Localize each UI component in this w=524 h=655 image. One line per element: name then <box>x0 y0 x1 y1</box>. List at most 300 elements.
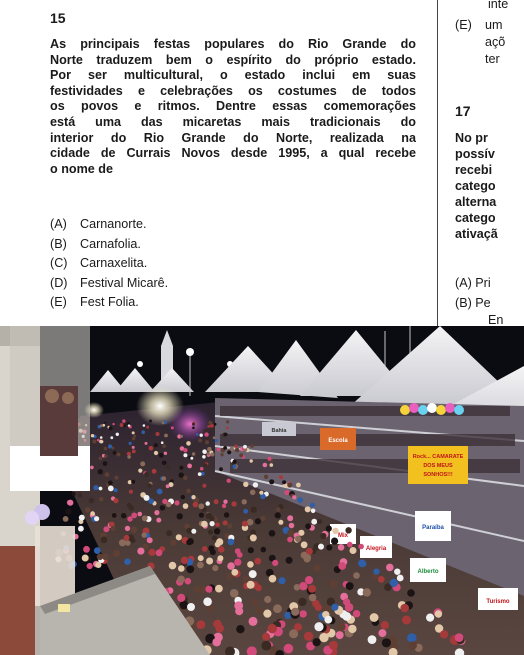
crowd-person <box>353 610 360 617</box>
crowd-person <box>154 451 158 455</box>
crowd-person <box>197 562 204 569</box>
crowd-person <box>132 437 135 440</box>
crowd-person <box>329 580 337 588</box>
crowd-person <box>342 612 351 621</box>
answer-option-d[interactable] <box>50 274 168 294</box>
crowd-person <box>242 499 247 504</box>
crowd-person <box>249 570 257 578</box>
crowd-person <box>213 436 216 439</box>
crowd-person <box>186 441 191 446</box>
crowd-person <box>156 432 160 436</box>
sign-text: Escola <box>328 438 348 444</box>
option-letter: (E) <box>455 18 472 32</box>
crowd-person <box>197 620 206 629</box>
crowd-person <box>131 527 138 534</box>
crowd-person <box>166 484 170 488</box>
crowd-person <box>278 577 285 584</box>
crowd-person <box>156 549 163 556</box>
crowd-person <box>119 539 126 546</box>
crowd-person <box>92 440 96 444</box>
crowd-person <box>235 607 243 615</box>
crowd-person <box>228 539 235 546</box>
crowd-person <box>217 555 223 561</box>
crowd-person <box>390 579 398 587</box>
crowd-person <box>101 537 108 544</box>
crowd-person <box>239 453 243 457</box>
crowd-person <box>203 597 212 606</box>
crowd-person <box>253 482 258 487</box>
photo-illustration <box>0 326 524 655</box>
crowd-person <box>198 472 202 476</box>
crowd-person <box>268 624 277 633</box>
crowd-person <box>227 562 235 570</box>
crowd-person <box>400 604 409 613</box>
crowd-person <box>187 464 192 469</box>
crowd-person <box>99 497 104 502</box>
crowd-person <box>350 547 357 554</box>
crowd-person <box>164 452 167 455</box>
crowd-person <box>242 576 249 583</box>
crowd-person <box>256 607 263 614</box>
crowd-person <box>311 509 316 514</box>
crowd-person <box>132 446 135 449</box>
crowd-person <box>142 532 147 537</box>
crowd-person <box>94 516 99 521</box>
lamp <box>137 361 143 367</box>
crowd-person <box>186 565 194 573</box>
crowd-person <box>179 466 183 470</box>
crowd-person <box>319 633 328 642</box>
crowd-person <box>318 544 324 550</box>
crowd-person <box>205 440 209 444</box>
crowd-person <box>112 423 114 425</box>
crowd-person <box>299 582 307 590</box>
crowd-person <box>201 521 208 528</box>
crowd-person <box>230 589 239 598</box>
crowd-person <box>181 495 185 499</box>
crowd-person <box>113 451 117 455</box>
crowd-person <box>220 453 223 456</box>
crowd-person <box>289 523 295 529</box>
crowd-person <box>113 498 118 503</box>
sign-text: Alberto <box>417 569 439 575</box>
crowd-person <box>144 472 149 477</box>
crowd-person <box>242 521 248 527</box>
crowd-person <box>87 563 93 569</box>
crowd-person <box>183 453 187 457</box>
crowd-person <box>263 610 271 618</box>
crowd-person <box>284 644 294 654</box>
crowd-person <box>382 638 391 647</box>
crowd-person <box>160 505 165 510</box>
crowd-person <box>311 519 317 525</box>
question-number: 17 <box>455 103 471 119</box>
crowd-person <box>162 499 167 504</box>
crowd-person <box>331 604 338 611</box>
crowd-person <box>100 445 103 448</box>
crowd-person <box>190 457 193 460</box>
crowd-person <box>183 448 187 452</box>
crowd-person <box>85 507 90 512</box>
crowd-person <box>297 497 303 503</box>
crowd-person <box>287 515 293 521</box>
answer-option-a[interactable] <box>50 215 168 235</box>
crowd-person <box>295 536 301 542</box>
crowd-person <box>262 633 270 641</box>
crowd-person <box>141 430 145 434</box>
crowd-person <box>102 554 109 561</box>
crowd-person <box>226 427 229 430</box>
crowd-person <box>313 564 320 571</box>
crowd-person <box>198 555 204 561</box>
stem-line: Por ser multicultural, o estado inclui em suas <box>50 68 416 83</box>
crowd-person <box>124 558 131 565</box>
crowd-person <box>208 421 212 425</box>
crowd-person <box>324 616 332 624</box>
crowd-person <box>104 422 106 424</box>
stem-fragment: catego <box>455 211 496 225</box>
crowd-person <box>147 537 153 543</box>
crowd-person <box>99 440 103 444</box>
crowd-person <box>90 466 94 470</box>
festival-crowd-photo <box>0 326 524 655</box>
crowd-person <box>202 546 208 552</box>
crowd-person <box>235 448 240 453</box>
crowd-person <box>198 438 202 442</box>
crowd-person <box>216 538 223 545</box>
crowd-person <box>219 467 223 471</box>
crowd-person <box>231 569 238 576</box>
crowd-person <box>162 461 167 466</box>
crowd-person <box>178 565 185 572</box>
crowd-person <box>243 482 248 487</box>
crowd-person <box>227 479 231 483</box>
crowd-person <box>224 512 229 517</box>
text-fragment: um <box>485 18 503 32</box>
crowd-person <box>130 538 135 543</box>
right-column-fragment <box>455 0 524 326</box>
crowd-person <box>79 515 85 521</box>
crowd-person <box>337 623 346 632</box>
crowd-person <box>236 625 244 633</box>
crowd-person <box>268 457 272 461</box>
answer-option-b[interactable] <box>50 235 168 255</box>
crowd-person <box>269 575 277 583</box>
crowd-person <box>169 562 177 570</box>
crowd-person <box>65 508 71 514</box>
answer-option-fragment[interactable]: (B) Pe <box>455 296 491 310</box>
crowd-person <box>305 523 311 529</box>
question-number: 15 <box>50 10 66 26</box>
option-text: Carnafolia. <box>80 236 141 251</box>
sign-text: Bahia <box>271 428 287 434</box>
stem-fragment: No pr <box>455 131 488 145</box>
crowd-person <box>149 420 152 423</box>
sign-text: Mix <box>337 533 349 539</box>
crowd-person <box>378 629 386 637</box>
crowd-person <box>162 422 165 425</box>
crowd-person <box>178 576 185 583</box>
crowd-person <box>82 555 89 562</box>
crowd-person <box>67 500 73 506</box>
crowd-person <box>200 434 203 437</box>
crowd-person <box>127 455 131 459</box>
crowd-person <box>237 552 243 558</box>
crowd-person <box>114 488 118 492</box>
crowd-person <box>282 480 286 484</box>
crowd-person <box>208 530 213 535</box>
crowd-person <box>381 621 389 629</box>
crowd-person <box>149 446 154 451</box>
crowd-person <box>132 450 136 454</box>
crowd-person <box>196 433 199 436</box>
crowd-person <box>159 453 164 458</box>
crowd-person <box>200 467 204 471</box>
crowd-person <box>234 559 241 566</box>
crowd-person <box>249 617 258 626</box>
crowd-person <box>378 576 385 583</box>
crowd-person <box>111 526 116 531</box>
crowd-person <box>218 546 225 553</box>
crowd-person <box>243 509 248 514</box>
crowd-person <box>146 426 149 429</box>
crowd-person <box>162 476 167 481</box>
crowd-person <box>332 528 338 534</box>
crowd-person <box>109 426 113 430</box>
crowd-person <box>223 520 228 525</box>
crowd-person <box>338 544 345 551</box>
crowd-person <box>207 605 214 612</box>
crowd-person <box>353 572 360 579</box>
crowd-person <box>152 469 157 474</box>
crowd-person <box>142 515 148 521</box>
crowd-person <box>301 541 308 548</box>
stem-fragment: possív <box>455 147 495 161</box>
crowd-person <box>338 562 346 570</box>
crowd-person <box>264 596 271 603</box>
lamp <box>186 348 194 356</box>
crowd-person <box>177 513 183 519</box>
crowd-person <box>183 476 188 481</box>
crowd-person <box>166 530 172 536</box>
stem-line: Norte traduzem bem o espírito do próprio estado. <box>50 52 416 67</box>
crowd-person <box>121 513 126 518</box>
crowd-person <box>176 534 182 540</box>
crowd-person <box>208 545 214 551</box>
crowd-person <box>331 538 338 545</box>
crowd-person <box>296 483 301 488</box>
crowd-person <box>156 518 161 523</box>
crowd-person <box>326 545 332 551</box>
text-fragment: En <box>488 313 504 326</box>
crowd-person <box>206 513 212 519</box>
crowd-person <box>103 526 109 532</box>
option-text: Carnaxelita. <box>80 256 148 270</box>
crowd-person <box>114 551 120 557</box>
crowd-person <box>112 446 115 449</box>
crowd-person <box>336 631 344 639</box>
answer-option-e[interactable] <box>50 293 168 313</box>
option-letter: (B) <box>50 236 67 251</box>
crowd-person <box>455 633 464 642</box>
answer-option-fragment[interactable]: (A) Pri <box>455 276 491 290</box>
crowd-person <box>284 612 291 619</box>
crowd-person <box>131 480 135 484</box>
sign-text: Turismo <box>486 599 510 605</box>
crowd-person <box>202 449 207 454</box>
crowd-person <box>204 463 208 467</box>
crowd-person <box>263 463 268 468</box>
crowd-person <box>192 427 195 430</box>
crowd-person <box>116 433 119 436</box>
crowd-person <box>148 549 155 556</box>
crowd-person <box>214 528 220 534</box>
crowd-person <box>250 459 253 462</box>
crowd-person <box>72 492 76 496</box>
crowd-person <box>287 537 293 543</box>
crowd-person <box>99 487 103 491</box>
crowd-person <box>215 439 218 442</box>
crowd-person <box>193 502 199 508</box>
crowd-person <box>83 546 90 553</box>
crowd-person <box>291 608 299 616</box>
crowd-person <box>300 610 307 617</box>
crowd-person <box>231 501 236 506</box>
crowd-person <box>125 526 130 531</box>
crowd-person <box>128 424 130 426</box>
crowd-person <box>194 586 201 593</box>
crowd-person <box>104 454 107 457</box>
crowd-person <box>294 584 301 591</box>
crowd-person <box>207 425 210 428</box>
crowd-person <box>250 534 257 541</box>
crowd-person <box>227 523 232 528</box>
crowd-person <box>104 447 108 451</box>
crowd-person <box>306 548 313 555</box>
stem-fragment: alterna <box>455 195 497 209</box>
crowd-person <box>103 461 108 466</box>
crowd-person <box>140 461 145 466</box>
crowd-person <box>204 432 208 436</box>
crowd-person <box>250 490 256 496</box>
crowd-person <box>310 503 315 508</box>
crowd-person <box>223 500 227 504</box>
crowd-person <box>363 588 371 596</box>
crowd-person <box>243 445 247 449</box>
crowd-person <box>345 603 354 612</box>
stem-fragment: recebi <box>455 163 493 177</box>
crowd-person <box>105 472 110 477</box>
crowd-person <box>211 453 215 457</box>
crowd-person <box>373 569 379 575</box>
crowd-person <box>191 529 196 534</box>
column-divider <box>437 0 438 326</box>
answer-option-c[interactable] <box>50 254 168 274</box>
crowd-person <box>110 436 113 439</box>
crowd-person <box>260 516 265 521</box>
crowd-person <box>205 586 212 593</box>
crowd-person <box>315 604 322 611</box>
option-text: Fest Folia. <box>80 295 139 309</box>
crowd-person <box>154 510 159 515</box>
crowd-person <box>170 540 176 546</box>
crowd-person <box>370 613 379 622</box>
crowd-person <box>95 562 101 568</box>
crowd-person <box>117 453 121 457</box>
crowd-person <box>162 444 166 448</box>
crowd-person <box>273 604 282 613</box>
crowd-person <box>206 501 210 505</box>
sign-text: DOS MEUS <box>423 463 453 469</box>
crowd-person <box>207 452 210 455</box>
option-letter: (A) <box>50 217 67 231</box>
crowd-person <box>247 561 254 568</box>
crowd-person <box>223 446 227 450</box>
crowd-person <box>407 589 415 597</box>
crowd-person <box>347 542 353 548</box>
crowd-person <box>157 489 163 495</box>
crowd-person <box>259 491 263 495</box>
crowd-person <box>202 484 206 488</box>
stem-line: festividades e celebrações os costumes de todos <box>50 83 416 98</box>
crowd-person <box>180 435 183 438</box>
crowd-person <box>234 445 237 448</box>
crowd-person <box>278 520 283 525</box>
crowd-person <box>100 424 103 427</box>
crowd-person <box>210 521 215 526</box>
crowd-person <box>212 535 217 540</box>
crowd-person <box>329 641 338 650</box>
crowd-person <box>320 533 326 539</box>
crowd-person <box>226 420 229 423</box>
crowd-person <box>137 548 144 555</box>
crowd-person <box>154 443 158 447</box>
crowd-person <box>261 547 267 553</box>
stem-line: interior do Rio Grande do Norte, realizada na <box>50 130 416 145</box>
crowd-person <box>132 431 135 434</box>
crowd-person <box>120 423 124 427</box>
crowd-person <box>215 585 223 593</box>
crowd-person <box>185 578 192 585</box>
text-fragment: açõ <box>485 35 506 49</box>
stem-fragment: catego <box>455 179 496 193</box>
crowd-person <box>298 598 306 606</box>
crowd-person <box>124 535 130 541</box>
crowd-person <box>407 633 416 642</box>
crowd-person <box>254 558 261 565</box>
stem-line: cidade de Currais Novos desde 1995, a qual recebe <box>50 146 416 161</box>
crowd-person <box>122 419 125 422</box>
sign-text: Paraíba <box>422 525 444 531</box>
crowd-person <box>192 495 196 499</box>
crowd-person <box>164 434 168 438</box>
option-text: Carnanorte. <box>80 217 147 231</box>
crowd-person <box>287 529 294 536</box>
crowd-person <box>131 513 137 519</box>
crowd-person <box>292 495 296 499</box>
crowd-person <box>129 505 135 511</box>
crowd-person <box>397 575 404 582</box>
crowd-person <box>305 576 313 584</box>
crowd-person <box>227 450 231 454</box>
crowd-person <box>212 638 221 647</box>
crowd-person <box>144 495 150 501</box>
crowd-person <box>187 603 195 611</box>
rooftop-object <box>58 604 70 612</box>
stem-line: o nome de <box>50 161 113 176</box>
crowd-person <box>222 504 226 508</box>
crowd-person <box>108 486 114 492</box>
